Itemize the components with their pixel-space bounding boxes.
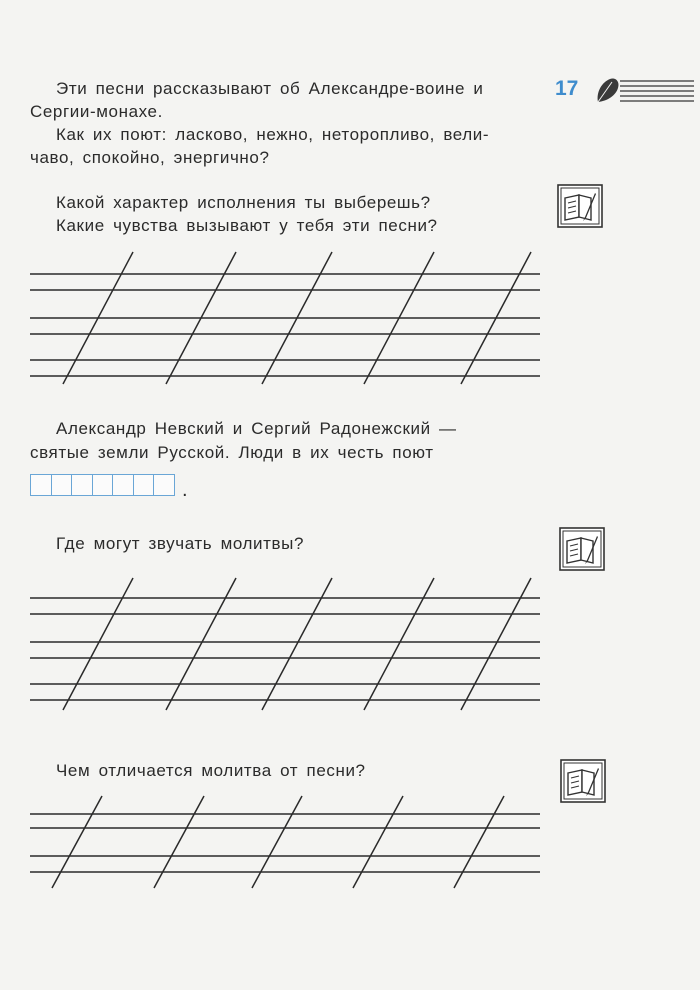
statement-line-1: Александр Невский и Сергий Радонежский — bbox=[56, 419, 457, 438]
answer-cells[interactable] bbox=[30, 474, 174, 496]
writing-lines-2 bbox=[30, 576, 542, 716]
answer-cell[interactable] bbox=[112, 474, 134, 496]
writing-lines-3 bbox=[30, 792, 542, 892]
statement-line-2: святые земли Русской. Люди в их честь поют bbox=[30, 443, 434, 462]
end-mark: . bbox=[182, 479, 188, 501]
book-pencil-icon bbox=[557, 184, 603, 228]
task1-line-2: Какие чувства вызывают у тебя эти песни? bbox=[56, 216, 438, 235]
task2-line-1: Где могут звучать молитвы? bbox=[56, 534, 305, 553]
task3-line-1: Чем отличается молитва от песни? bbox=[56, 761, 366, 780]
feather-header-icon bbox=[594, 76, 694, 106]
answer-cell[interactable] bbox=[153, 474, 175, 496]
answer-cell[interactable] bbox=[51, 474, 73, 496]
writing-lines-1 bbox=[30, 248, 542, 388]
answer-cell[interactable] bbox=[71, 474, 93, 496]
answer-cell[interactable] bbox=[92, 474, 114, 496]
intro-line-3: Как их поют: ласково, нежно, неторопливо, вели- bbox=[56, 125, 490, 144]
page-number: 17 bbox=[555, 77, 579, 100]
task1-line-1: Какой характер исполнения ты выберешь? bbox=[56, 193, 431, 212]
intro-line-2: Сергии-монахе. bbox=[30, 102, 163, 121]
intro-line-4: чаво, спокойно, энергично? bbox=[30, 148, 270, 167]
book-pencil-icon bbox=[560, 759, 606, 803]
book-pencil-icon bbox=[559, 527, 605, 571]
answer-cell[interactable] bbox=[30, 474, 52, 496]
intro-line-1: Эти песни рассказывают об Александре-воине и bbox=[56, 79, 484, 98]
answer-cell[interactable] bbox=[133, 474, 155, 496]
